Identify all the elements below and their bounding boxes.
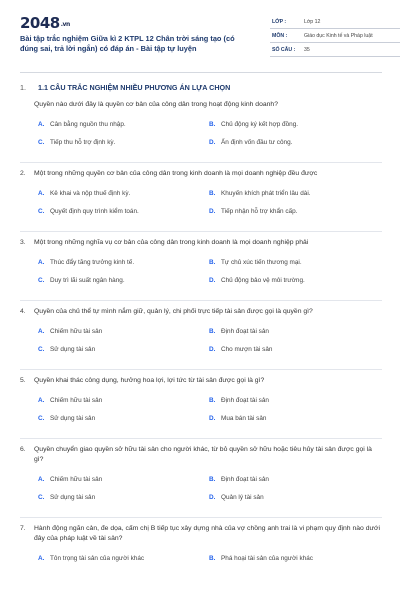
section-title: 1.1 CÂU TRẮC NGHIỆM NHIỀU PHƯƠNG ÁN LỰA CHỌN	[38, 83, 231, 92]
question-header	[20, 238, 382, 248]
meta-value: Giáo dục Kinh tế và Pháp luật	[304, 33, 373, 39]
question-item	[20, 307, 382, 370]
options-row	[34, 118, 382, 136]
options-grid	[34, 552, 382, 570]
option-c[interactable]	[38, 274, 198, 286]
options-row	[34, 325, 382, 343]
option-text: Tiếp nhận hỗ trợ khẩn cấp.	[221, 207, 298, 215]
options-grid	[34, 325, 382, 361]
question-item	[20, 238, 382, 301]
option-letter: A.	[38, 189, 45, 197]
options-row	[34, 343, 382, 361]
option-text: Cân bằng nguồn thu nhập.	[50, 120, 126, 128]
option-b[interactable]	[209, 394, 379, 406]
question-divider	[20, 517, 382, 518]
option-text: Định đoạt tài sản	[221, 475, 269, 483]
option-letter: A.	[38, 327, 45, 335]
meta-label: MÔN :	[272, 33, 288, 39]
option-letter: A.	[38, 475, 45, 483]
option-c[interactable]	[38, 412, 198, 424]
options-grid	[34, 394, 382, 430]
question-number: 4.	[20, 308, 26, 315]
option-d[interactable]	[209, 343, 379, 355]
question-header	[20, 376, 382, 386]
option-text: Ấn định vốn đầu tư công.	[221, 138, 293, 146]
option-b[interactable]	[209, 552, 379, 564]
option-text: Thúc đẩy tăng trưởng kinh tế.	[50, 258, 135, 266]
option-c[interactable]	[38, 491, 198, 503]
option-b[interactable]	[209, 325, 379, 337]
option-text: Sử dụng tài sản	[50, 345, 96, 353]
question-item	[20, 169, 382, 232]
option-letter: C.	[38, 414, 45, 422]
section-heading	[20, 80, 382, 94]
option-a[interactable]	[38, 552, 198, 564]
options-row	[34, 473, 382, 491]
option-text: Chiếm hữu tài sản	[50, 327, 103, 335]
document-title: Bài tập trắc nghiệm Giữa kì 2 KTPL 12 Chân trời sáng tạo (có đúng sai, trả lời ngắn) có đáp án - Bài tập tự luyện	[20, 34, 235, 53]
question-item	[20, 100, 382, 163]
option-letter: B.	[209, 327, 216, 335]
options-row	[34, 136, 382, 154]
options-grid	[34, 256, 382, 292]
logo-main-text: 2048	[20, 14, 60, 32]
option-a[interactable]	[38, 187, 198, 199]
option-text: Định đoạt tài sản	[221, 396, 269, 404]
question-header	[20, 169, 382, 179]
site-logo[interactable]	[20, 14, 70, 32]
option-text: Phá hoại tài sản của người khác	[221, 554, 313, 562]
option-a[interactable]	[38, 394, 198, 406]
option-letter: D.	[209, 493, 216, 501]
question-item	[20, 445, 382, 518]
option-letter: A.	[38, 554, 45, 562]
option-letter: B.	[209, 475, 216, 483]
option-letter: B.	[209, 120, 216, 128]
question-text: Một trong những quyền cơ bản của công dân trong kinh doanh là mọi doanh nghiệp đều được	[34, 170, 318, 177]
option-letter: A.	[38, 396, 45, 404]
option-c[interactable]	[38, 205, 198, 217]
header-divider	[20, 72, 382, 73]
meta-value: Lớp 12	[304, 19, 321, 25]
options-grid	[34, 187, 382, 223]
option-letter: D.	[209, 207, 216, 215]
options-row	[34, 187, 382, 205]
option-letter: C.	[38, 276, 45, 284]
option-text: Định đoạt tài sản	[221, 327, 269, 335]
options-row	[34, 274, 382, 292]
meta-label: SỐ CÂU :	[272, 47, 296, 53]
meta-row-subject	[270, 29, 400, 43]
option-letter: A.	[38, 120, 45, 128]
option-c[interactable]	[38, 343, 198, 355]
question-divider	[20, 162, 382, 163]
section-number: 1.	[20, 83, 26, 92]
options-row	[34, 205, 382, 223]
option-letter: A.	[38, 258, 45, 266]
option-d[interactable]	[209, 412, 379, 424]
option-letter: C.	[38, 345, 45, 353]
option-d[interactable]	[209, 274, 379, 286]
option-letter: D.	[209, 345, 216, 353]
option-text: Kê khai và nộp thuế định kỳ.	[50, 189, 131, 197]
option-text: Tiếp thu hỗ trợ định kỳ.	[50, 138, 116, 146]
question-header	[20, 100, 382, 110]
question-text: Một trong những nghĩa vụ cơ bản của công dân trong kinh doanh là mọi doanh nghiệp phải	[34, 239, 309, 246]
option-letter: B.	[209, 258, 216, 266]
option-letter: B.	[209, 554, 216, 562]
question-text: Quyền khai thác công dụng, hưởng hoa lợi, lợi tức từ tài sản được gọi là gì?	[34, 377, 265, 384]
question-text: Quyền chuyển giao quyền sở hữu tài sản cho người khác, từ bỏ quyền sở hữu hoặc tiêu hủy tài sản được gọi là gì?	[34, 446, 372, 463]
option-c[interactable]	[38, 136, 198, 148]
option-d[interactable]	[209, 136, 379, 148]
question-header	[20, 445, 382, 465]
options-row	[34, 256, 382, 274]
option-b[interactable]	[209, 473, 379, 485]
options-grid	[34, 118, 382, 154]
option-text: Duy trì lãi suất ngân hàng.	[50, 276, 125, 284]
question-divider	[20, 300, 382, 301]
logo-sub-text: .vn	[60, 21, 70, 28]
meta-value: 35	[304, 47, 310, 53]
options-row	[34, 394, 382, 412]
option-text: Cho mượn tài sản	[221, 345, 273, 353]
options-row	[34, 412, 382, 430]
question-divider	[20, 438, 382, 439]
option-letter: D.	[209, 138, 216, 146]
question-number: 2.	[20, 170, 26, 177]
meta-row-count	[270, 43, 400, 57]
question-text: Quyền của chủ thể tự mình nắm giữ, quản lý, chi phối trực tiếp tài sản được gọi là quyền gì?	[34, 308, 313, 315]
option-letter: C.	[38, 207, 45, 215]
option-text: Mua bán tài sản	[221, 414, 267, 422]
options-row	[34, 491, 382, 509]
option-text: Sử dụng tài sản	[50, 414, 96, 422]
question-item	[20, 524, 382, 570]
option-text: Khuyến khích phát triển lâu dài.	[221, 189, 311, 197]
question-header	[20, 524, 382, 544]
option-b[interactable]	[209, 118, 379, 130]
option-text: Chiếm hữu tài sản	[50, 475, 103, 483]
option-d[interactable]	[209, 205, 379, 217]
option-text: Tôn trọng tài sản của người khác	[50, 554, 145, 562]
question-number: 3.	[20, 239, 26, 246]
option-a[interactable]	[38, 118, 198, 130]
question-item	[20, 376, 382, 439]
option-a[interactable]	[38, 325, 198, 337]
option-letter: B.	[209, 189, 216, 197]
question-divider	[20, 369, 382, 370]
question-number: 7.	[20, 525, 26, 532]
option-text: Sử dụng tài sản	[50, 493, 96, 501]
option-letter: C.	[38, 493, 45, 501]
option-text: Quyết định quy trình kiểm toán.	[50, 207, 139, 215]
meta-row-class	[270, 14, 400, 29]
option-text: Quản lý tài sản	[221, 493, 264, 501]
question-divider	[20, 231, 382, 232]
option-text: Chủ động ký kết hợp đồng.	[221, 120, 299, 128]
options-grid	[34, 473, 382, 509]
option-text: Chủ động bảo vệ môi trường.	[221, 276, 305, 284]
options-row	[34, 552, 382, 570]
question-number: 5.	[20, 377, 26, 384]
option-d[interactable]	[209, 491, 379, 503]
question-text: Hành động ngăn cản, đe dọa, cấm chị B tiếp tục xây dựng nhà của vợ chồng anh trai là vi phạm quy định nào dưới đây của pháp luật về tài sản?	[34, 525, 380, 542]
option-letter: D.	[209, 276, 216, 284]
option-a[interactable]	[38, 473, 198, 485]
option-b[interactable]	[209, 256, 379, 268]
document-header	[20, 14, 382, 66]
question-number: 6.	[20, 446, 26, 453]
question-text: Quyền nào dưới đây là quyền cơ bản của công dân trong hoạt động kinh doanh?	[34, 101, 278, 108]
option-text: Tự chủ xúc tiến thương mại.	[221, 258, 302, 266]
option-text: Chiếm hữu tài sản	[50, 396, 103, 404]
option-a[interactable]	[38, 256, 198, 268]
meta-table	[270, 14, 400, 57]
option-b[interactable]	[209, 187, 379, 199]
question-header	[20, 307, 382, 317]
meta-label: LỚP :	[272, 19, 287, 25]
option-letter: D.	[209, 414, 216, 422]
option-letter: C.	[38, 138, 45, 146]
question-list	[20, 80, 382, 570]
option-letter: B.	[209, 396, 216, 404]
